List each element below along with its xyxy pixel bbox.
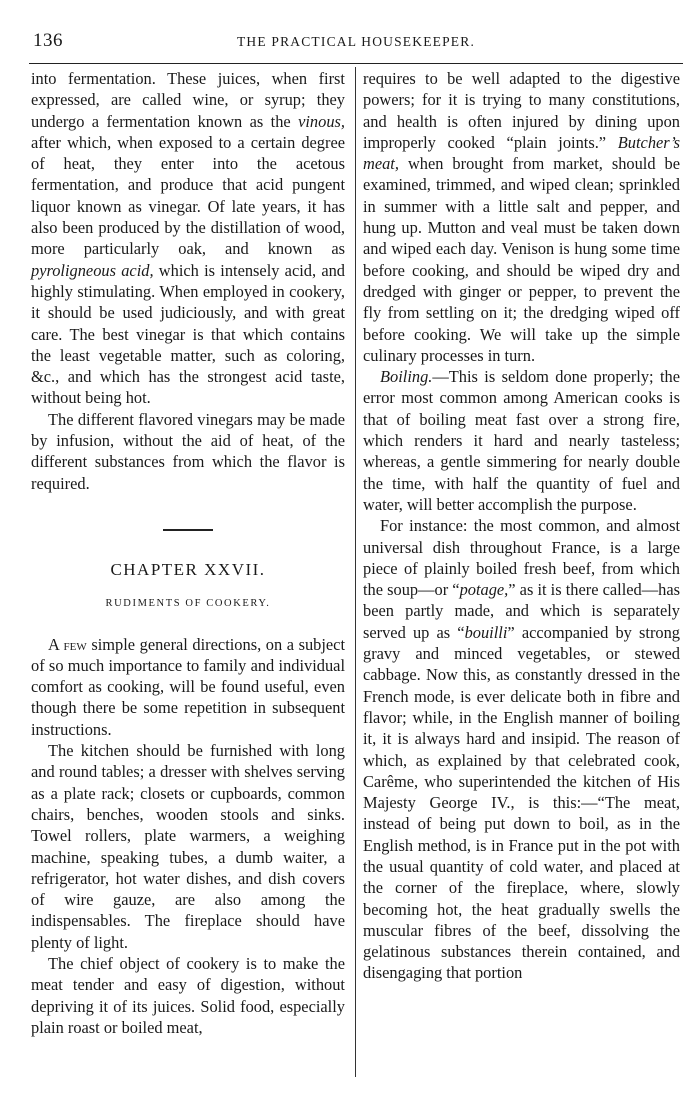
page-header	[29, 30, 683, 52]
running-title: THE PRACTICAL HOUSEKEEPER.	[236, 34, 476, 49]
chapter-title: CHAPTER XXVII.	[110, 559, 266, 579]
chapter-subtitle: RUDIMENTS OF COOKERY.	[105, 598, 271, 610]
paragraph: A few simple general directions, on a subject of so much importance to family and individual comfort as cooking, will be found useful, even though there be some repetition in subsequent instructions.	[31, 634, 346, 739]
page-number: 136	[33, 30, 63, 51]
right-column	[363, 68, 680, 984]
paragraph: into fermentation. These juices, when first expressed, are called wine, or syrup; they undergo a fermentation known as the vinous, after which, when exposed to a certain degree of heat, they enter into the acetous fermentation, and produce that acid pungent liquor known as vinegar. Of late years, it has also been produced by the distillation of wood, more particularly oak, and known as pyroligneous acid, which is intensely acid, and highly stimulating. When employed in cookery, it should be used judiciously, and with great care. The best vinegar is that which contains the least vegetable matter, such as coloring, &c., and which has the strongest acid taste, without being hot.	[31, 69, 345, 408]
paragraph: requires to be well adapted to the digestive powers; for it is trying to many constitutions, and health is often injured by dining upon improperly cooked “plain joints.” Butcher’s meat, when brought from market, should be examined, trimmed, and wiped clean; sprinkled in summer with a little salt and pepper, and hung up. Mutton and veal must be taken down and wiped each day. Venison is hung some time before cooking, and should be wiped dry and dredged with ginger or pepper, to prevent the fly from settling on it; the dredging wiped off before cooking. We will take up the simple culinary processes in turn.	[363, 69, 680, 365]
column-divider	[355, 67, 356, 1077]
header-rule	[29, 63, 683, 64]
paragraph: The kitchen should be furnished with long and round tables; a dresser with shelves serving as a plate rack; closets or cupboards, common chairs, benches, wooden stools and sinks. Towel rollers, plate warmers, a weighing machine, speaking tubes, a dumb waiter, a refrigerator, hot water dishes, and dish covers of wire gauze, are also among the indispensables. The fireplace should have plenty of light.	[31, 741, 345, 952]
paragraph: Boiling.—This is seldom done properly; the error most common among American cooks is that of boiling meat fast over a strong fire, which renders it hard and nearly tasteless; whereas, a gentle simmering for nearly double the time, with half the quantity of fuel and water, will better accomplish the purpose.	[363, 367, 680, 514]
section-separator	[163, 529, 213, 531]
left-column	[31, 68, 345, 1038]
paragraph: The different flavored vinegars may be made by infusion, without the aid of heat, of the different substances from which the flavor is required.	[31, 409, 345, 493]
paragraph: The chief object of cookery is to make the meat tender and easy of digestion, without depriving it of its juices. Solid food, especially plain roast or boiled meat,	[31, 953, 345, 1037]
paragraph: For instance: the most common, and almost universal dish throughout France, is a large piece of plainly boiled fresh beef, from which the soup—or “potage,” as it is there called—has been partly made, and which is separately served up as “bouilli” accompanied by strong gravy and minced vegetables, or stewed cabbage. Now this, as constantly dressed in the French mode, is ever delicate both in fibre and flavor; while, in the English manner of boiling it, it is always hard and insipid. The reason of which, as explained by that celebrated cook, Carême, who superintended the kitchen of His Majesty George IV., is this:—“The meat, instead of being put down to boil, as in the English method, is in France put in the pot with the usual quantity of cold water, and placed at the corner of the fireplace, where, slowly becoming hot, the heat gradually swells the muscular fibres of the beef, dissolving the gelatinous substances therein contained, and disengaging that portion	[363, 516, 680, 983]
